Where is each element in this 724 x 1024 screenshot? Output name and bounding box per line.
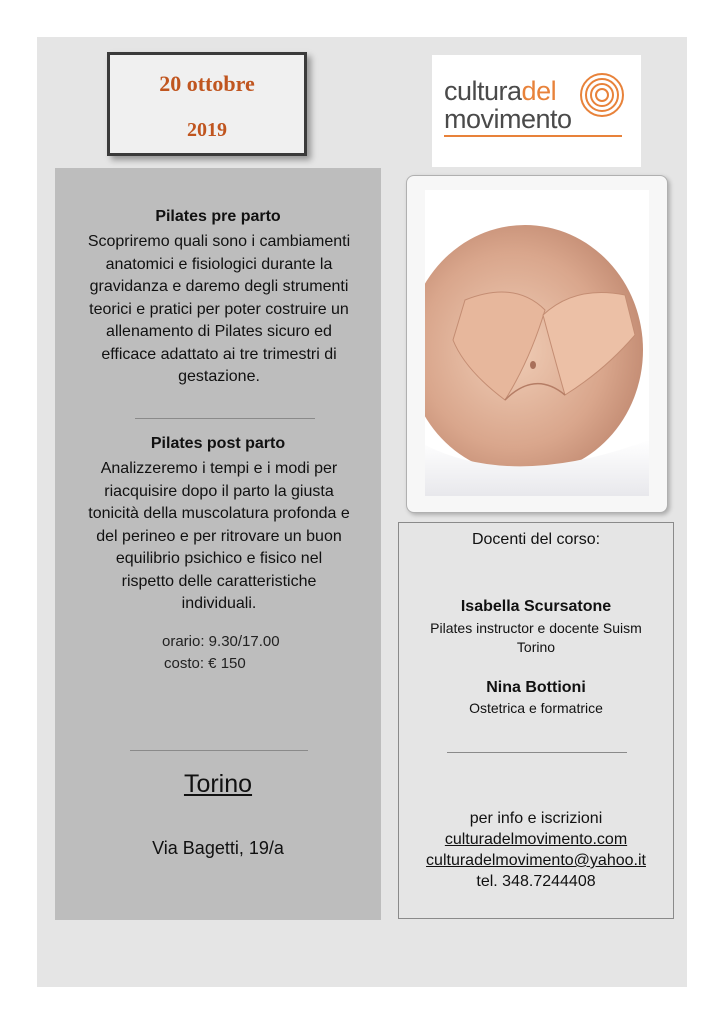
pre-parto-line: gravidanza e daremo degli strumenti [89,278,349,295]
teacher-role: Pilates instructor e docente Suism [430,620,642,636]
teachers-heading: Docenti del corso: [471,531,601,548]
course-info-panel [55,168,381,920]
post-parto-line: individuali. [181,595,257,612]
spiral-logo-icon [578,71,626,119]
contact-label: per info e iscrizioni [469,810,603,827]
pre-parto-title: Pilates pre parto [155,208,281,225]
website-link[interactable]: culturadelmovimento.com [444,831,628,848]
section-divider [130,750,308,751]
date-year: 2019 [187,119,227,141]
post-parto-description [59,458,379,616]
teacher-role: Ostetrica e formatrice [469,700,603,716]
street-address: Via Bagetti, 19/a [152,838,284,858]
logo-underline [444,135,622,137]
post-parto-line: tonicità della muscolatura profonda e [88,505,350,522]
pre-parto-line: efficace adattato ai tre trimestri di [101,345,337,363]
date-box [107,52,307,156]
phone-number: tel. 348.7244408 [476,873,596,890]
post-parto-line: equilibrio psichico e fisico nel [115,550,323,567]
section-divider [447,752,627,753]
teacher-name: Isabella Scursatone [460,598,612,615]
teacher-role: Torino [516,639,556,655]
pre-parto-line: anatomici e fisiologici durante la [105,255,333,273]
schedule-cost: costo: € 150 [164,655,246,672]
logo-word-movimento: movimento [444,104,572,134]
teacher-name: Nina Bottioni [486,679,586,696]
post-parto-line: del perineo e per ritrovare un buon [96,527,342,545]
pre-parto-description [59,231,379,389]
logo [432,55,641,167]
logo-word-cultura: cultura [444,76,522,106]
pre-parto-line: allenamento di Pilates sicuro ed [106,323,332,340]
post-parto-line: Analizzeremo i tempi e i modi per [100,460,338,477]
logo-word-del: del [521,76,557,106]
logo-wordmark [444,77,572,133]
pre-parto-line: gestazione. [178,368,260,385]
pregnant-belly-photo [425,190,649,496]
pre-parto-line: teorici e pratici per poter costruire un [89,300,349,318]
section-divider [135,418,315,419]
pre-parto-line: Scopriremo quali sono i cambiamenti [87,233,351,250]
post-parto-line: riacquisire dopo il parto la giusta [104,482,334,500]
post-parto-line: rispetto delle caratteristiche [121,572,317,590]
email-link[interactable]: culturadelmovimento@yahoo.it [426,852,646,869]
teachers-contact-panel [398,522,674,919]
date-day-month: 20 ottobre [159,71,255,96]
schedule-time: orario: 9.30/17.00 [162,633,280,650]
post-parto-title: Pilates post parto [150,435,286,452]
photo-frame [406,175,668,513]
city-name: Torino [183,770,253,798]
